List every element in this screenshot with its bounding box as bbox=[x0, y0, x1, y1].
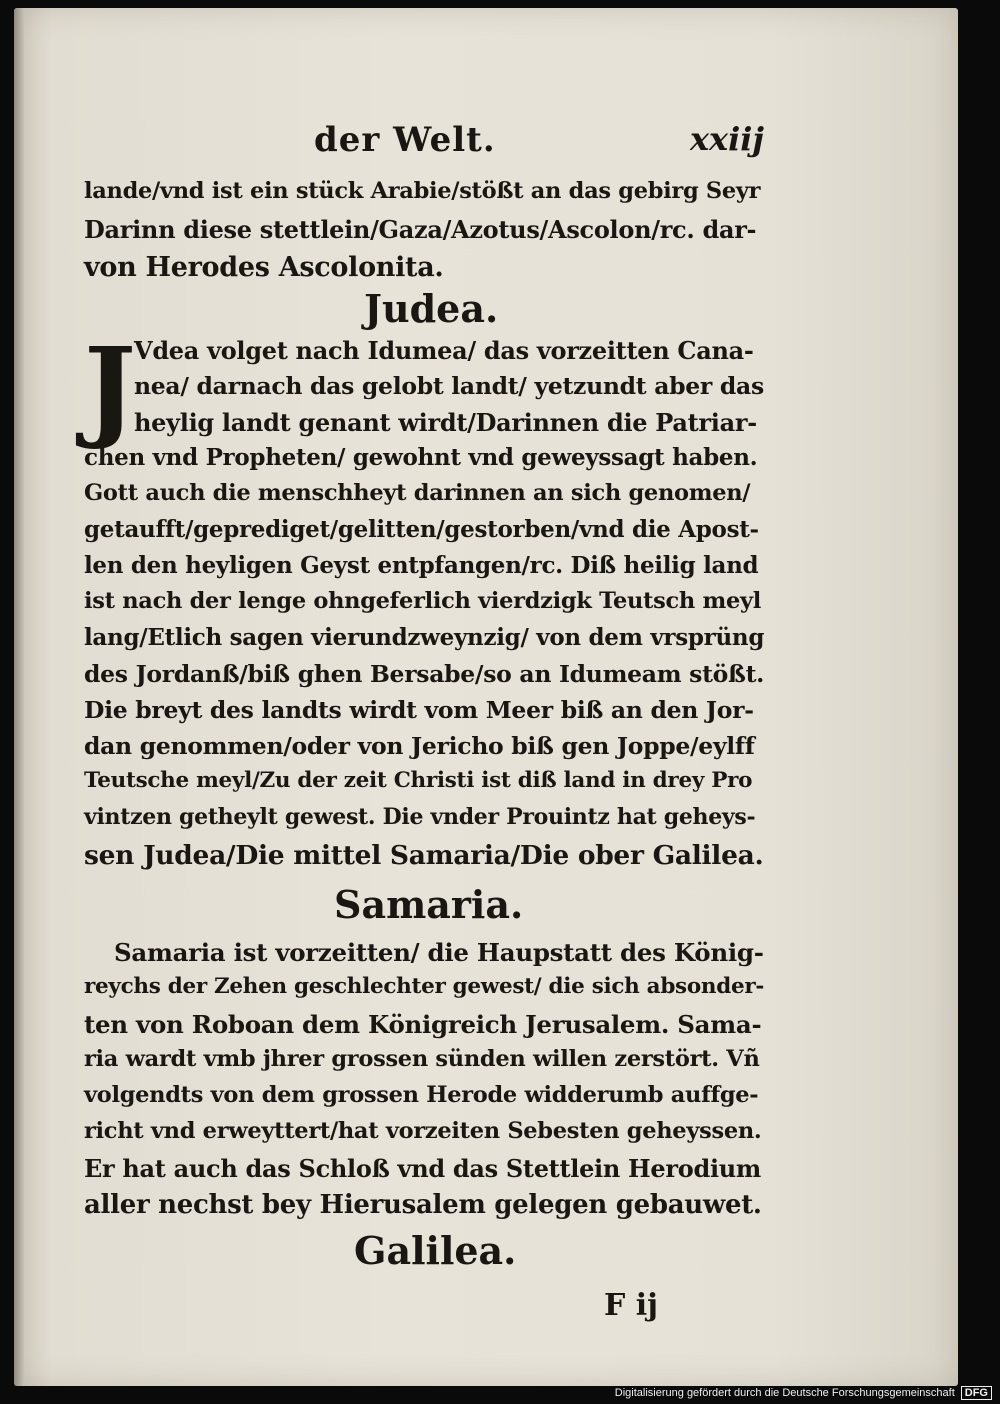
text-line: len den heyligen Geyst entpfangen/rc. Diß heilig land bbox=[84, 552, 759, 579]
text-line: des Jordanß/biß ghen Bersabe/so an Idumeam stößt. bbox=[84, 660, 765, 688]
text-line: chen vnd Propheten/ gewohnt vnd geweyssagt haben. bbox=[84, 444, 758, 471]
section-heading-galilea: Galilea. bbox=[354, 1228, 517, 1273]
signature-mark: F ij bbox=[604, 1288, 658, 1323]
text-line: lang/Etlich sagen vierundzweynzig/ von dem vrsprüng bbox=[84, 624, 765, 651]
text-line: reychs der Zehen geschlechter gewest/ die sich absonder- bbox=[84, 974, 764, 999]
page-header bbox=[84, 118, 764, 168]
text-line: von Herodes Ascolonita. bbox=[84, 252, 444, 283]
text-line: Darinn diese stettlein/Gaza/Azotus/Ascolon/rc. dar- bbox=[84, 215, 757, 244]
text-line: ten von Roboan dem Königreich Jerusalem. Sama- bbox=[84, 1010, 762, 1039]
text-line: ist nach der lenge ohngeferlich vierdzigk Teutsch meyl bbox=[84, 588, 762, 614]
text-line: heylig landt genant wirdt/Darinnen die Patriar- bbox=[134, 408, 757, 437]
text-line: volgendts von dem grossen Herode widderumb auffge- bbox=[84, 1082, 759, 1108]
text-line: Gott auch die menschheyt darinnen an sich genomen/ bbox=[84, 480, 751, 506]
page-edge bbox=[14, 8, 24, 1386]
text-line: ria wardt vmb jhrer grossen sünden willen zerstört. Vñ bbox=[84, 1046, 760, 1072]
text-line: richt vnd erweyttert/hat vorzeiten Sebesten geheyssen. bbox=[84, 1118, 762, 1144]
text-line: getaufft/geprediget/gelitten/gestorben/vnd die Apost- bbox=[84, 516, 759, 543]
running-head: der Welt. bbox=[314, 120, 496, 160]
text-line: vintzen getheylt gewest. Die vnder Prouintz hat geheys- bbox=[84, 804, 756, 830]
book-page bbox=[14, 8, 958, 1386]
drop-cap: J bbox=[84, 323, 137, 452]
section-heading-samaria: Samaria. bbox=[334, 882, 524, 927]
text-line: nea/ darnach das gelobt landt/ yetzundt aber das bbox=[134, 372, 764, 400]
folio-number: xxiij bbox=[689, 120, 764, 158]
dfg-logo: DFG bbox=[961, 1386, 992, 1400]
text-line: Vdea volget nach Idumea/ das vorzeitten Cana- bbox=[134, 336, 754, 365]
text-line: Die breyt des landts wirdt vom Meer biß an den Jor- bbox=[84, 696, 754, 724]
digitization-credit bbox=[615, 1386, 992, 1400]
text-line: Samaria ist vorzeitten/ die Haupstatt des König- bbox=[114, 938, 764, 967]
text-line: dan genommen/oder von Jericho biß gen Joppe/eylff bbox=[84, 732, 755, 760]
text-line: sen Judea/Die mittel Samaria/Die ober Galilea. bbox=[84, 840, 764, 871]
credit-text: Digitalisierung gefördert durch die Deutsche Forschungsgemeinschaft bbox=[614, 1387, 955, 1399]
section-heading-judea: Judea. bbox=[364, 286, 499, 331]
text-line: lande/vnd ist ein stück Arabie/stößt an das gebirg Seyr bbox=[84, 178, 761, 204]
text-line: Er hat auch das Schloß vnd das Stettlein Herodium bbox=[84, 1154, 761, 1183]
text-line: aller nechst bey Hierusalem gelegen gebauwet. bbox=[84, 1190, 762, 1220]
text-line: Teutsche meyl/Zu der zeit Christi ist diß land in drey Pro bbox=[84, 768, 753, 793]
